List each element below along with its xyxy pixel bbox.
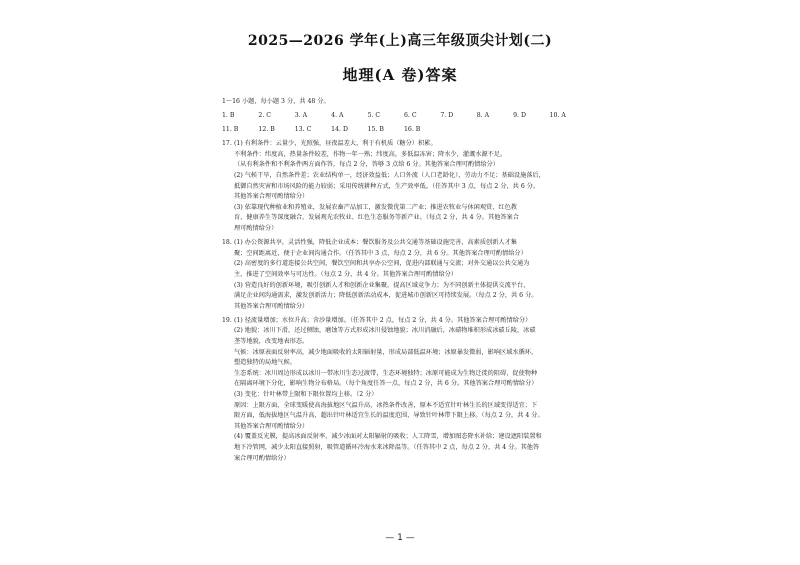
mc-answer: 16. B [403,126,421,134]
mc-answer: 13. C [294,126,312,134]
mc-answer: 5. C [367,112,381,120]
question-19-line: 其他答案合理可酌情给分） [234,422,309,430]
mc-answer: 14. D [331,126,348,134]
mc-answer: 3. A [294,112,308,120]
mc-answer: 10. A [549,112,566,120]
mc-answer: 4. A [331,112,344,120]
mc-answer: 6. C [403,112,417,120]
question-19-line: 19. (1) 径流量增加；水位升高；含沙量增加。（任答其中 2 点，每点 2 分，共 4 分。其他答案合理可酌情给分） [222,316,586,327]
page-number: — 1 — [385,533,415,543]
exam-title: 2025—2026 学年(上)高三年级顶尖计划(二) [247,33,553,49]
mc-answer-row-1 [222,111,586,122]
question-18-line: 主，推进了空间效率与可达性。（每点 2 分，共 4 分。其他答案合理可酌情给分） [234,270,458,278]
question-17 [222,139,586,234]
mc-answer: 9. D [513,112,526,120]
answer-key-title: 地理(A 卷)答案 [342,66,458,84]
question-18 [222,238,586,312]
question-19 [222,316,586,464]
question-17-line: （从有利条件和不利条件两方面作答，每点 2 分，答够 3 点给 6 分。其他答案合理可酌情给分） [234,161,499,169]
question-number: 19. [222,316,232,324]
question-19-line: 在隔离环境下分化，影响生物分布格局。（每个角度任答一点，每点 2 分，共 6 分。其他答案合理可酌情给分） [234,380,538,388]
mc-answer: 12. B [258,126,275,134]
question-17-line: 其他答案合理可酌情给分） [234,193,309,201]
question-18-line: (3) 营造良好的创新环境，吸引创新人才和创新企业集聚，提高区域竞争力；为不同创新主体提供交流平台， [234,281,530,289]
question-18-line: 18. (1) 办公资源共享，灵活性强，降低企业成本；餐饮服务及公共交通等基础设施完善，高素质创新人才集 [222,238,586,249]
question-17-line: 抵御自然灾害和市场风险的能力较弱；采用传统耕种方式，生产效率低。（任答其中 3 点，每点 2 分，共 6 分。 [234,182,540,190]
question-19-line: 地下冷管网，减少太阳直接照射，吸管道循环冷海水来冰降温等。（任答其中 2 点，每点 2 分，共 4 分。其他答 [234,443,540,451]
question-19-line: (3) 变化：针叶林带上限和下限位置均上移。（2 分） [234,390,378,398]
question-19-line: (2) 地貌：冰川下滑，还过侧蚀，磨蚀等方式形成冰川侵蚀地貌；冰川消融后，冰碛物堆积形成冰碛丘陵，冰碛 [234,327,536,335]
question-19-line: 垄等地貌，改变地表形态。 [234,337,309,345]
mc-answer-row-2 [222,125,586,136]
question-18-line: 其他答案合理可酌情给分） [234,302,309,310]
mc-intro: 1～16 小题，每小题 3 分，共 48 分。 [222,98,330,105]
question-17-line: (2) 气候干旱，自然条件差；农业结构单一，经济效益低；人口外流（人口老龄化），劳动力不足；基础设施落后， [234,172,545,180]
question-number: 18. [222,239,232,247]
mc-answer: 11. B [222,126,239,134]
question-19-line: 案合理可酌情给分） [234,454,290,462]
question-number: 17. [222,140,232,148]
question-19-line: 原因：上限方面，全球变暖使高海拔地区气温升高，冰热条件改善，原本不适宜针叶林生长的区域变得适宜；下 [234,401,538,409]
question-17-line: 不利条件：纬度高，热量条件较差，作物一年一熟；纬度高，多低温冻害；降水少，灌溉水源不足。 [234,150,507,158]
question-18-line: 满足企业间沟通需求，激发创新活力；降低创新活动成本，促进城市创新区可持续发展。（每点 2 分，共 6 分。 [234,292,538,300]
mc-answer: 1. B [222,112,235,120]
question-19-line: (4) 覆盖反光膜，提高冰面反射率，减少冰面对太阳辐射的吸收；人工降雪，增加图态降水补给；建设遮阳装置和 [234,433,542,441]
mc-answer: 2. C [258,112,271,120]
question-17-line: 理可酌情给分） [234,225,278,233]
question-17-line: 育、健康养生等深度融合，发展观光农牧业、红色生态服务等新产业。（每点 2 分，共 4 分。其他答案合 [234,214,519,222]
question-19-line: 塑造独特的局地气候。 [234,359,296,367]
question-18-line: 聚；空间距离近，便于企业间沟通合作。（任答其中 3 点，每点 2 分，共 6 分。其他答案合理可酌情给分） [234,249,527,257]
answer-content [222,97,586,464]
question-19-line: 生态系统：冰川周边形成以冰川一带冰川生态过渡带，生态环境独特；冰原可能成为生物迁徙的阻碍，促使物种 [234,369,538,377]
question-18-line: (2) 高密度的多行道连接公共空间，餐饮空间和共享办公空间，促进内部联通与交流；对外交通以公共交通为 [234,260,530,268]
question-17-line: (3) 依靠现代种植业和养殖业，发展农畜产品加工，激发微优第二产业；推进农牧业与休闲观赏、红色教 [234,203,517,211]
mc-answer: 15. B [367,126,384,134]
mc-answer: 7. D [440,112,454,120]
mc-answer: 8. A [476,112,490,120]
question-17-line: 17. (1) 有利条件：云量少，光照强，昼夜温差大，利于有机质（糖分）积累。 [222,139,586,150]
question-19-line: 气候：冰原表面反射率高，减少地面吸收的太阳辐射量，形成局部低温环境；冰原暴发微弱，影响区域水循环， [234,348,538,356]
question-19-line: 限方面，低海拔地区气温升高，超出针叶林适宜生长的温度范围，导致针叶林带下限上移。（每点 2 分，共 4 分。 [234,412,544,420]
